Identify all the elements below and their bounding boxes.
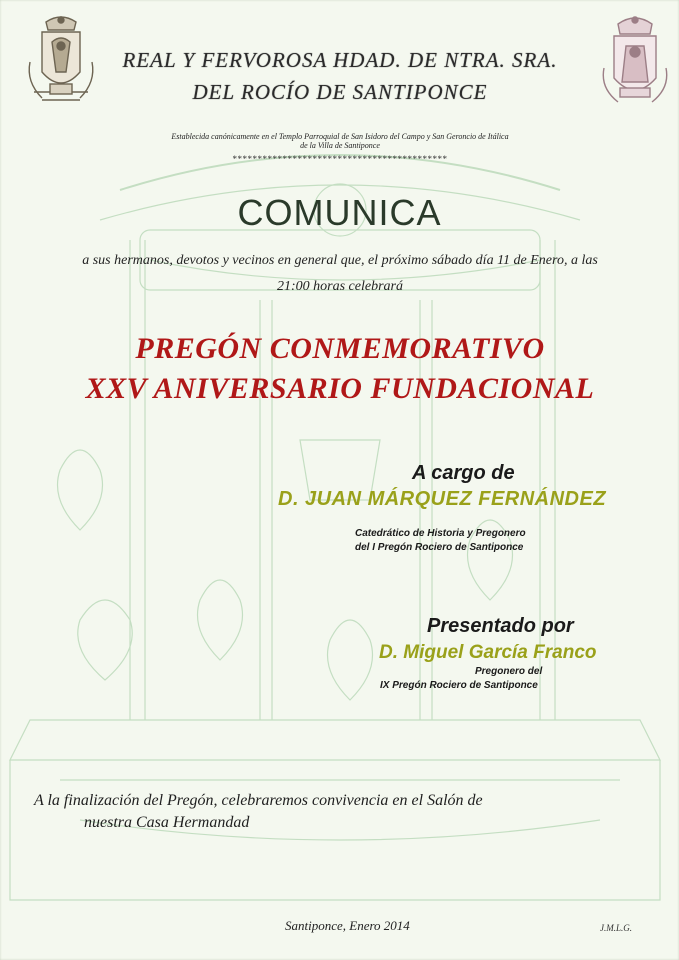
establishment-note	[130, 132, 550, 150]
brotherhood-crest-icon	[22, 12, 100, 110]
establishment-note-line2: de la Villa de Santiponce	[300, 141, 380, 150]
closing-text	[34, 790, 634, 834]
announcement-line1: a sus hermanos, devotos y vecinos en general que, el próximo sábado día 11 de Enero, a las	[82, 253, 598, 268]
speaker-description-line1: Catedrático de Historia y Pregonero	[355, 528, 526, 539]
speaker-description-line2: del I Pregón Rociero de Santiponce	[355, 542, 524, 553]
speaker-description	[355, 527, 526, 555]
announcement-text	[40, 248, 640, 300]
presenter-description-line1: Pregonero del	[475, 666, 543, 677]
presenter-description-line2: IX Pregón Rociero de Santiponce	[380, 680, 538, 691]
comunica-heading: COMUNICA	[237, 192, 442, 233]
virgin-crest-icon	[596, 12, 674, 110]
place-and-date: Santiponce, Enero 2014	[285, 918, 410, 933]
star-divider: *******************************************	[232, 154, 448, 164]
announcement-line2: 21:00 horas celebrará	[277, 279, 403, 294]
brotherhood-name-line2: DEL ROCÍO DE SANTIPONCE	[192, 80, 488, 104]
brotherhood-name-line1: REAL Y FERVOROSA HDAD. DE NTRA. SRA.	[122, 48, 558, 72]
speaker-name: D. JUAN MÁRQUEZ FERNÁNDEZ	[278, 488, 607, 510]
closing-line2: nuestra Casa Hermandad	[84, 814, 250, 831]
presenter-description	[380, 665, 630, 693]
closing-line1: A la finalización del Pregón, celebraremos convivencia en el Salón de	[34, 792, 483, 809]
presenter-label: Presentado por	[427, 615, 574, 637]
establishment-note-line1: Establecida canónicamente en el Templo Parroquial de San Isidoro del Campo y San Geroncio de Itálica	[171, 132, 509, 141]
speaker-label: A cargo de	[412, 462, 515, 484]
author-initials: J.M.L.G.	[600, 923, 632, 933]
event-title-line2: XXV ANIVERSARIO FUNDACIONAL	[85, 372, 595, 405]
event-title-line1: PREGÓN CONMEMORATIVO	[135, 332, 545, 365]
presenter-name: D. Miguel García Franco	[379, 642, 597, 663]
